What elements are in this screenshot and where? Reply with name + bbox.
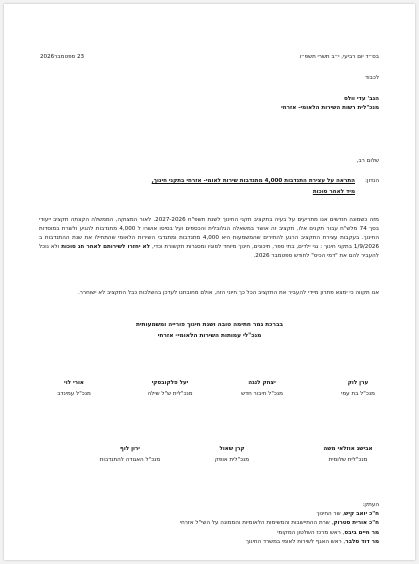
body-paragraph-2: אנו תקווה כי ימצא פתרון מיידי להעביר את התקציב הכל כך חיוני הזה, אולם מחובתנו לעדכן בהשלכות כבל התקציב לא ישוחרר. bbox=[78, 290, 379, 296]
signature-3 bbox=[125, 378, 215, 400]
signature-name: אבישג אוזלאי משה bbox=[323, 446, 373, 452]
letter-page bbox=[4, 4, 415, 560]
closing-line-2: מנכ"לי עמותות השירות הלאומי- אזרחי bbox=[157, 333, 262, 339]
greeting: שלום רב, bbox=[356, 158, 379, 164]
hebrew-date: בס״ד יום רביעי, י״ב תשרי תשפ״ו bbox=[299, 54, 379, 60]
body-paragraph-1 bbox=[39, 216, 379, 261]
cc-item-role: , שר החינוך bbox=[316, 511, 345, 518]
signature-name: ירון לוף bbox=[120, 446, 140, 452]
signature-name: ערן לוק bbox=[347, 380, 369, 386]
signature-title: מנכ"ל חיבור חדש bbox=[241, 391, 283, 397]
cc-item-name: ח"כ יואב קיש bbox=[344, 511, 379, 518]
signature-7 bbox=[85, 444, 175, 466]
gregorian-date: 23 ספטמבר2026 bbox=[40, 54, 85, 60]
signature-title: מנכ"ל עמינדב bbox=[57, 391, 91, 397]
closing-line-1: בברכת גמר חתימה טובה ושנת חינוך פורייה ומשמעותית bbox=[135, 322, 284, 328]
subject-prefix: הנדון: bbox=[365, 178, 379, 184]
cc-item bbox=[180, 510, 379, 519]
signature-6 bbox=[187, 444, 277, 466]
cc-item bbox=[180, 519, 379, 528]
body-paragraph-1-text: מזה כשמונה חודשים אנו מתריעים על בעיה בתקציב תקני החינוך לשנת תשפ"ח 2027-2026. לאור המצוקה, הממשלה הקצתה תקציב ייעודי בסך 74 מלש"ח עבור תקנים אלו. תקציב זה אושר במשאלה הגלובלית והכספים ועל בסיסו אושרו ל 4,000 מתנדבות להגיע ולשרת במוסדות החינוך. בעקבות עצירת התקציב הרגע להתירים שהמשמעות היא 4,000 מתנדבות ומתנדבי השירות הלאומי שהתחילו את שנת ההתנדבות ב 1/9/2026 בתקני חינוך : גני ילדים, בתי ספר, תיכונים, חינוך מיוחד לסוגיו ומסגרות תקשורת וכדי, bbox=[39, 217, 380, 250]
subject-line-2: מיד לאחר סוכות bbox=[312, 189, 355, 195]
cc-item-role: , שרת ההתיישבות והמשימות הלאומיות והממונה על השי"ל אזרחי bbox=[179, 520, 334, 527]
cc-item-name: ח"כ אורית סטרוק bbox=[333, 520, 379, 527]
body-paragraph-1-bold: לא יחזרו לשירותם לאחר חג סוכות bbox=[61, 244, 151, 250]
signature-title: מנכ"ל האגודה להתנדבות bbox=[99, 457, 161, 463]
signature-title: מנכ"ל בת עמי bbox=[341, 391, 375, 397]
signature-1 bbox=[313, 378, 403, 400]
cc-item bbox=[180, 529, 379, 538]
cc-label: העתק: bbox=[362, 502, 379, 508]
cc-item-name: מר חיים ביבס bbox=[344, 529, 379, 536]
recipient-role: מנכ"לית רשות השירות הלאומי- אזרחי bbox=[281, 105, 379, 111]
signature-title: מנכ"לית אופק bbox=[214, 457, 250, 463]
signature-4 bbox=[29, 378, 119, 400]
cc-item-role: , ראש מרכז השלטון המקומי bbox=[277, 529, 345, 536]
cc-list bbox=[180, 501, 379, 547]
signature-5 bbox=[303, 444, 393, 466]
signature-name: קרן שאול bbox=[219, 446, 245, 452]
signature-name: אורי לוי bbox=[64, 380, 84, 386]
signature-name: יצחק לנגה bbox=[248, 380, 276, 386]
cc-item-role: , ראש האגף לשירות לאומי במשרד החינוך bbox=[245, 538, 346, 545]
signature-2 bbox=[217, 378, 307, 400]
recipient-name: הגב' עדי וולס bbox=[343, 96, 379, 102]
signature-name: יעל פלקובסקי bbox=[151, 380, 189, 386]
cc-item bbox=[180, 538, 379, 547]
subject-line-1: התראה על עצירת התנדבות 4,000 מתנדבות שירות לאומי- אזרחי בתקני חינוך, bbox=[151, 178, 355, 184]
signature-title: מנכ"לית ש"ל שילה bbox=[147, 391, 193, 397]
body-paragraph-1-tail: ולא נוכל להעביר להם את "דמי הכיס" לחודש ספטמבר 2026. bbox=[39, 244, 379, 259]
cc-item-name: מר דוד סלבר bbox=[345, 538, 379, 545]
recipient-to: לכבוד bbox=[365, 75, 379, 81]
signature-title: מנכ"לית שלומית bbox=[328, 457, 368, 463]
